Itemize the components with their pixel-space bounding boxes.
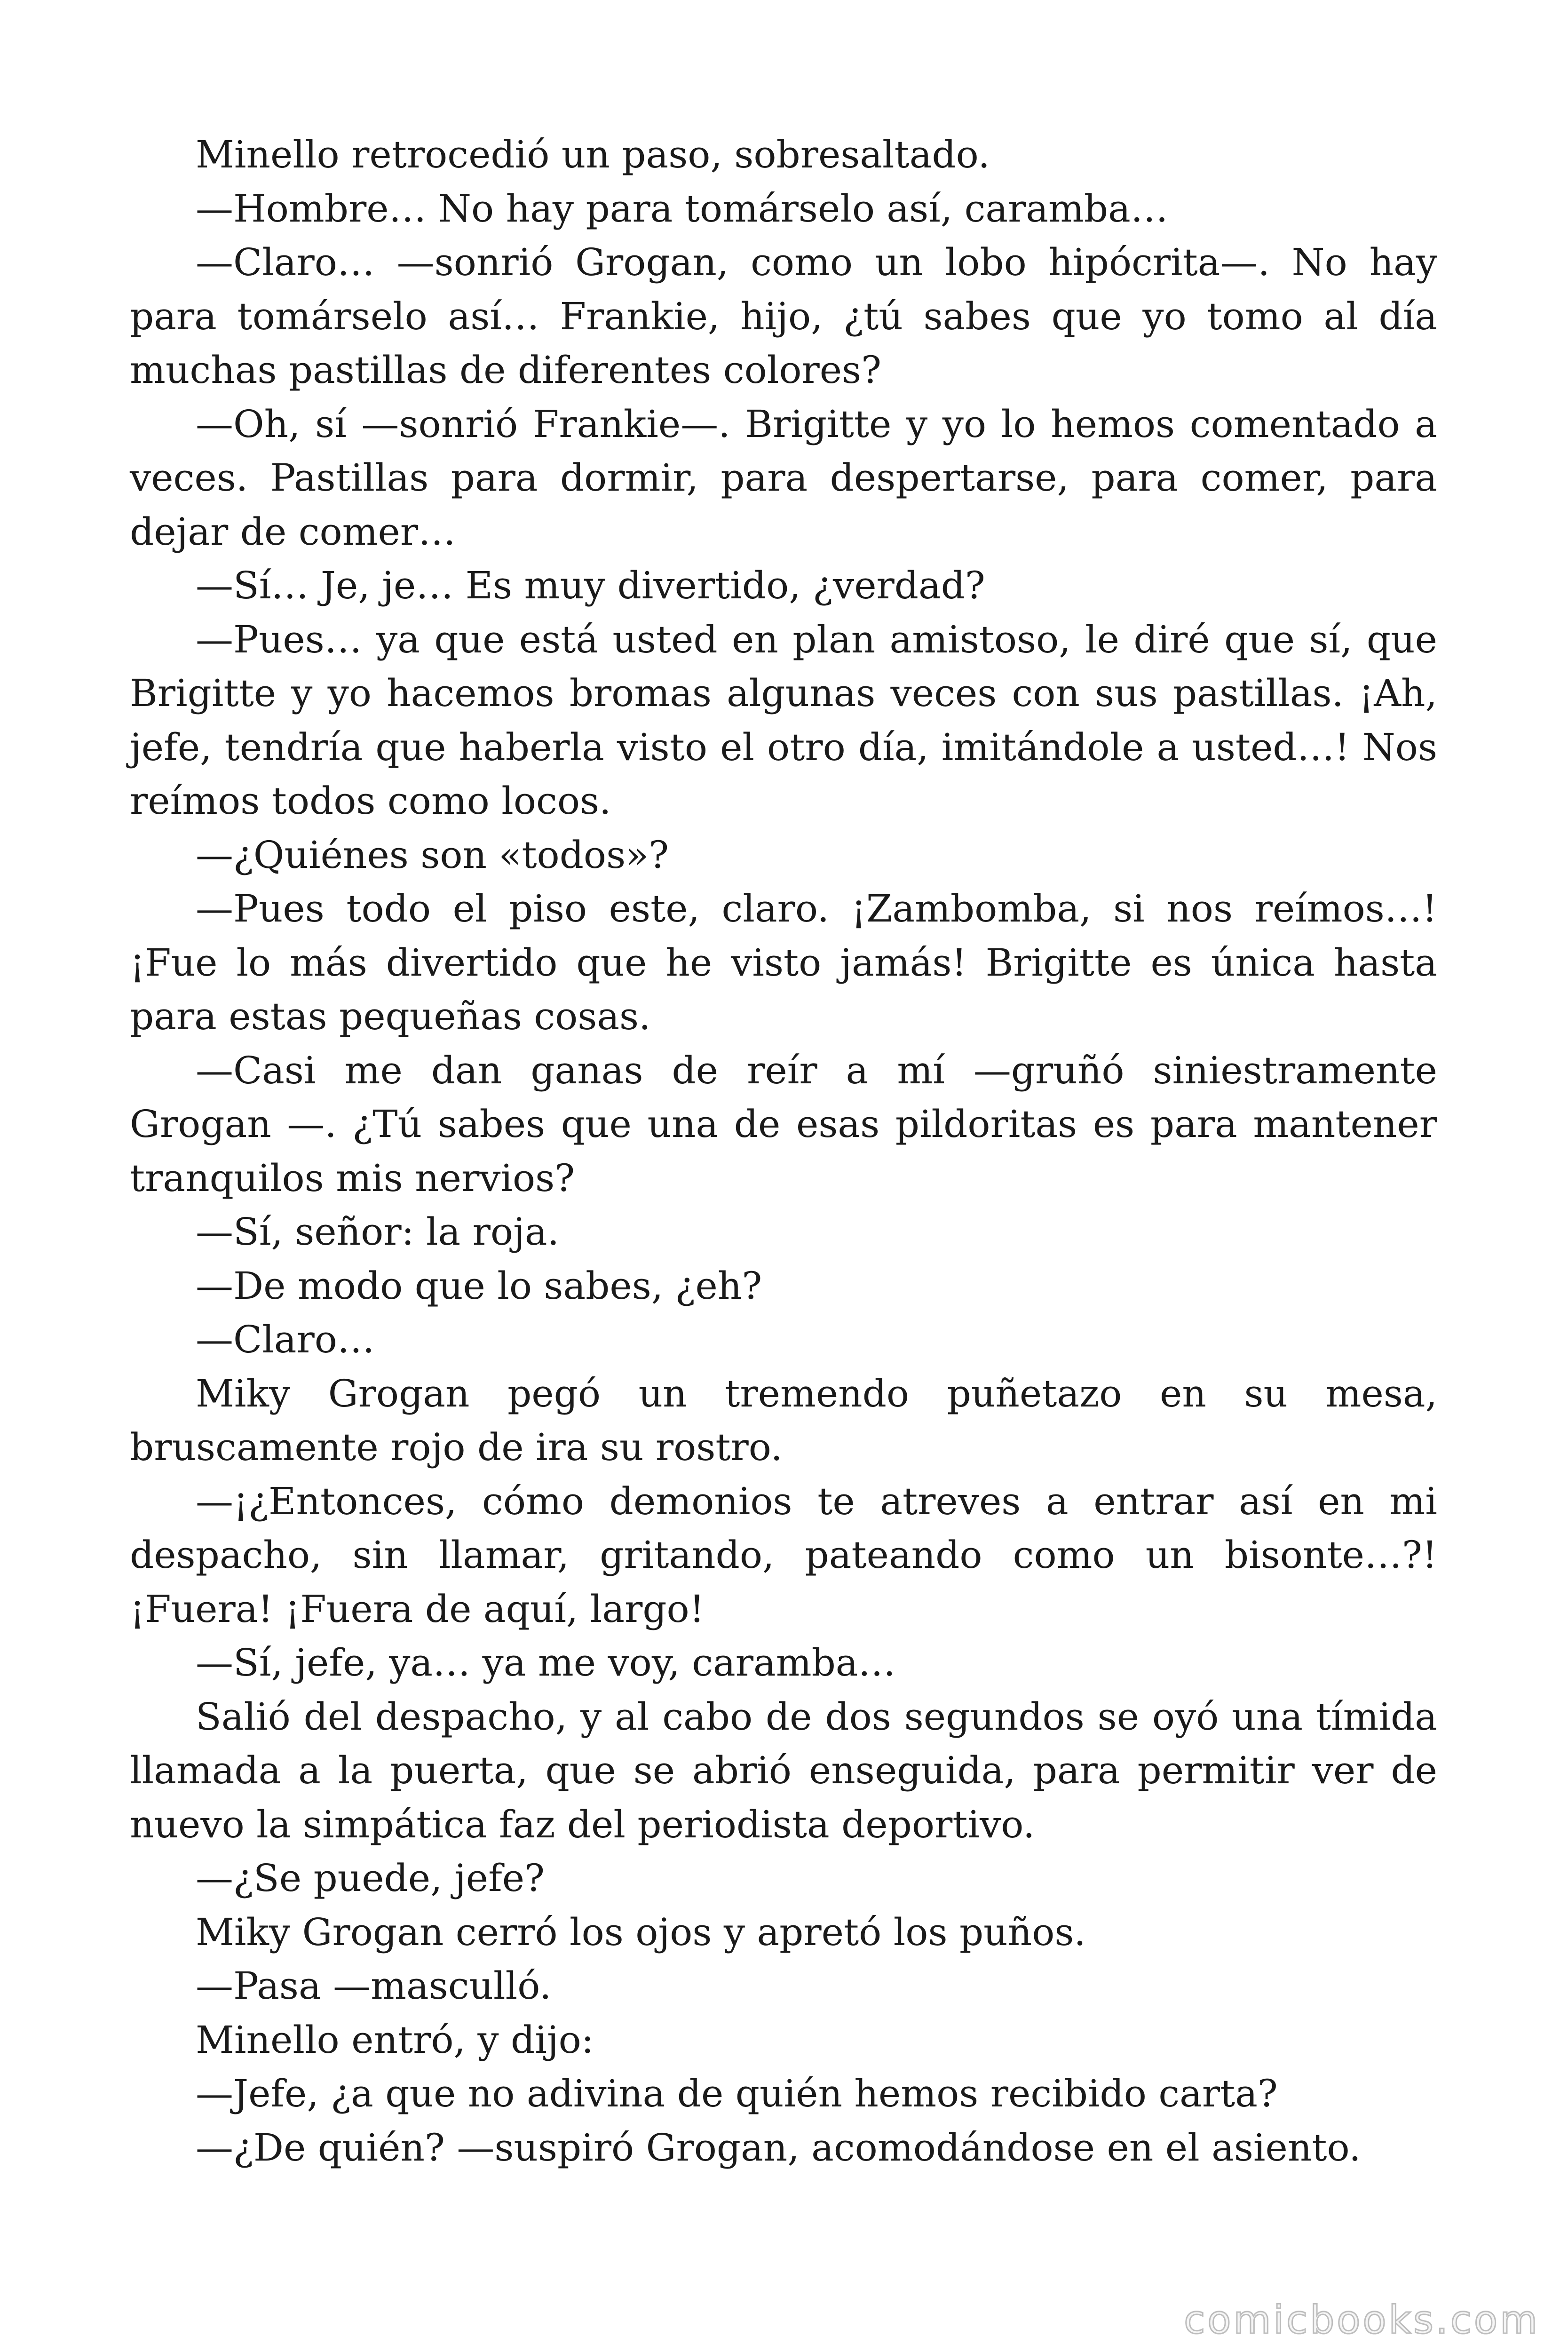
paragraph: —¿Quiénes son «todos»? [196, 833, 669, 877]
paragraph: Salió del despacho, y al cabo de dos segundos se oyó una tímida llamada a la puerta, que se abrió enseguida, para permitir ver de nuevo la simpática faz del periodista deportivo. [130, 1694, 1437, 1846]
paragraph: —Oh, sí —sonrió Frankie—. Brigitte y yo lo hemos comentado a veces. Pastillas para dormir, para despertarse, para comer, para dejar de comer… [130, 402, 1437, 554]
paragraph: —Pues todo el piso este, claro. ¡Zambomba, si nos reímos…! ¡Fue lo más divertido que he visto jamás! Brigitte es única hasta para estas pequeñas cosas. [130, 887, 1437, 1038]
paragraph: —Sí… Je, je… Es muy divertido, ¿verdad? [196, 564, 985, 607]
paragraph: Minello retrocedió un paso, sobresaltado. [196, 133, 990, 176]
paragraph: —Pasa —masculló. [196, 1964, 552, 2008]
paragraph: —¿De quién? —suspiró Grogan, acomodándose en el asiento. [196, 2125, 1361, 2169]
body-text [130, 128, 1437, 2175]
paragraph: —¡¿Entonces, cómo demonios te atreves a entrar así en mi despacho, sin llamar, gritando, pateando como un bisonte…?! ¡Fuera! ¡Fuera de aquí, largo! [130, 1479, 1437, 1631]
paragraph: —¿Se puede, jefe? [196, 1856, 545, 1900]
paragraph: —Pues… ya que está usted en plan amistoso, le diré que sí, que Brigitte y yo hacemos bromas algunas veces con sus pastillas. ¡Ah, jefe, tendría que haberla visto el otro día, imitándole a usted…! Nos reímos todos como locos. [130, 617, 1437, 823]
paragraph: —De modo que lo sabes, ¿eh? [196, 1263, 762, 1308]
paragraph: Miky Grogan cerró los ojos y apretó los puños. [196, 1910, 1086, 1954]
paragraph: —Casi me dan ganas de reír a mí —gruñó siniestramente Grogan —. ¿Tú sabes que una de esas pildoritas es para mantener tranquilos mis nervios? [130, 1048, 1437, 1200]
paragraph: —Hombre… No hay para tomárselo así, caramba… [196, 186, 1168, 230]
paragraph: —Sí, señor: la roja. [196, 1210, 560, 1254]
paragraph: —Jefe, ¿a que no adivina de quién hemos recibido carta? [196, 2072, 1278, 2115]
site-watermark: comicbooks.com [1184, 2298, 1540, 2343]
paragraph: —Sí, jefe, ya… ya me voy, caramba… [196, 1641, 896, 1685]
paragraph: —Claro… —sonrió Grogan, como un lobo hipócrita—. No hay para tomárselo así… Frankie, hijo, ¿tú sabes que yo tomo al día muchas pastillas de diferentes colores? [130, 240, 1437, 392]
paragraph: Minello entró, y dijo: [196, 2018, 594, 2062]
paragraph: Miky Grogan pegó un tremendo puñetazo en su mesa, bruscamente rojo de ira su rostro. [130, 1371, 1437, 1469]
paragraph: —Claro… [196, 1318, 375, 1361]
